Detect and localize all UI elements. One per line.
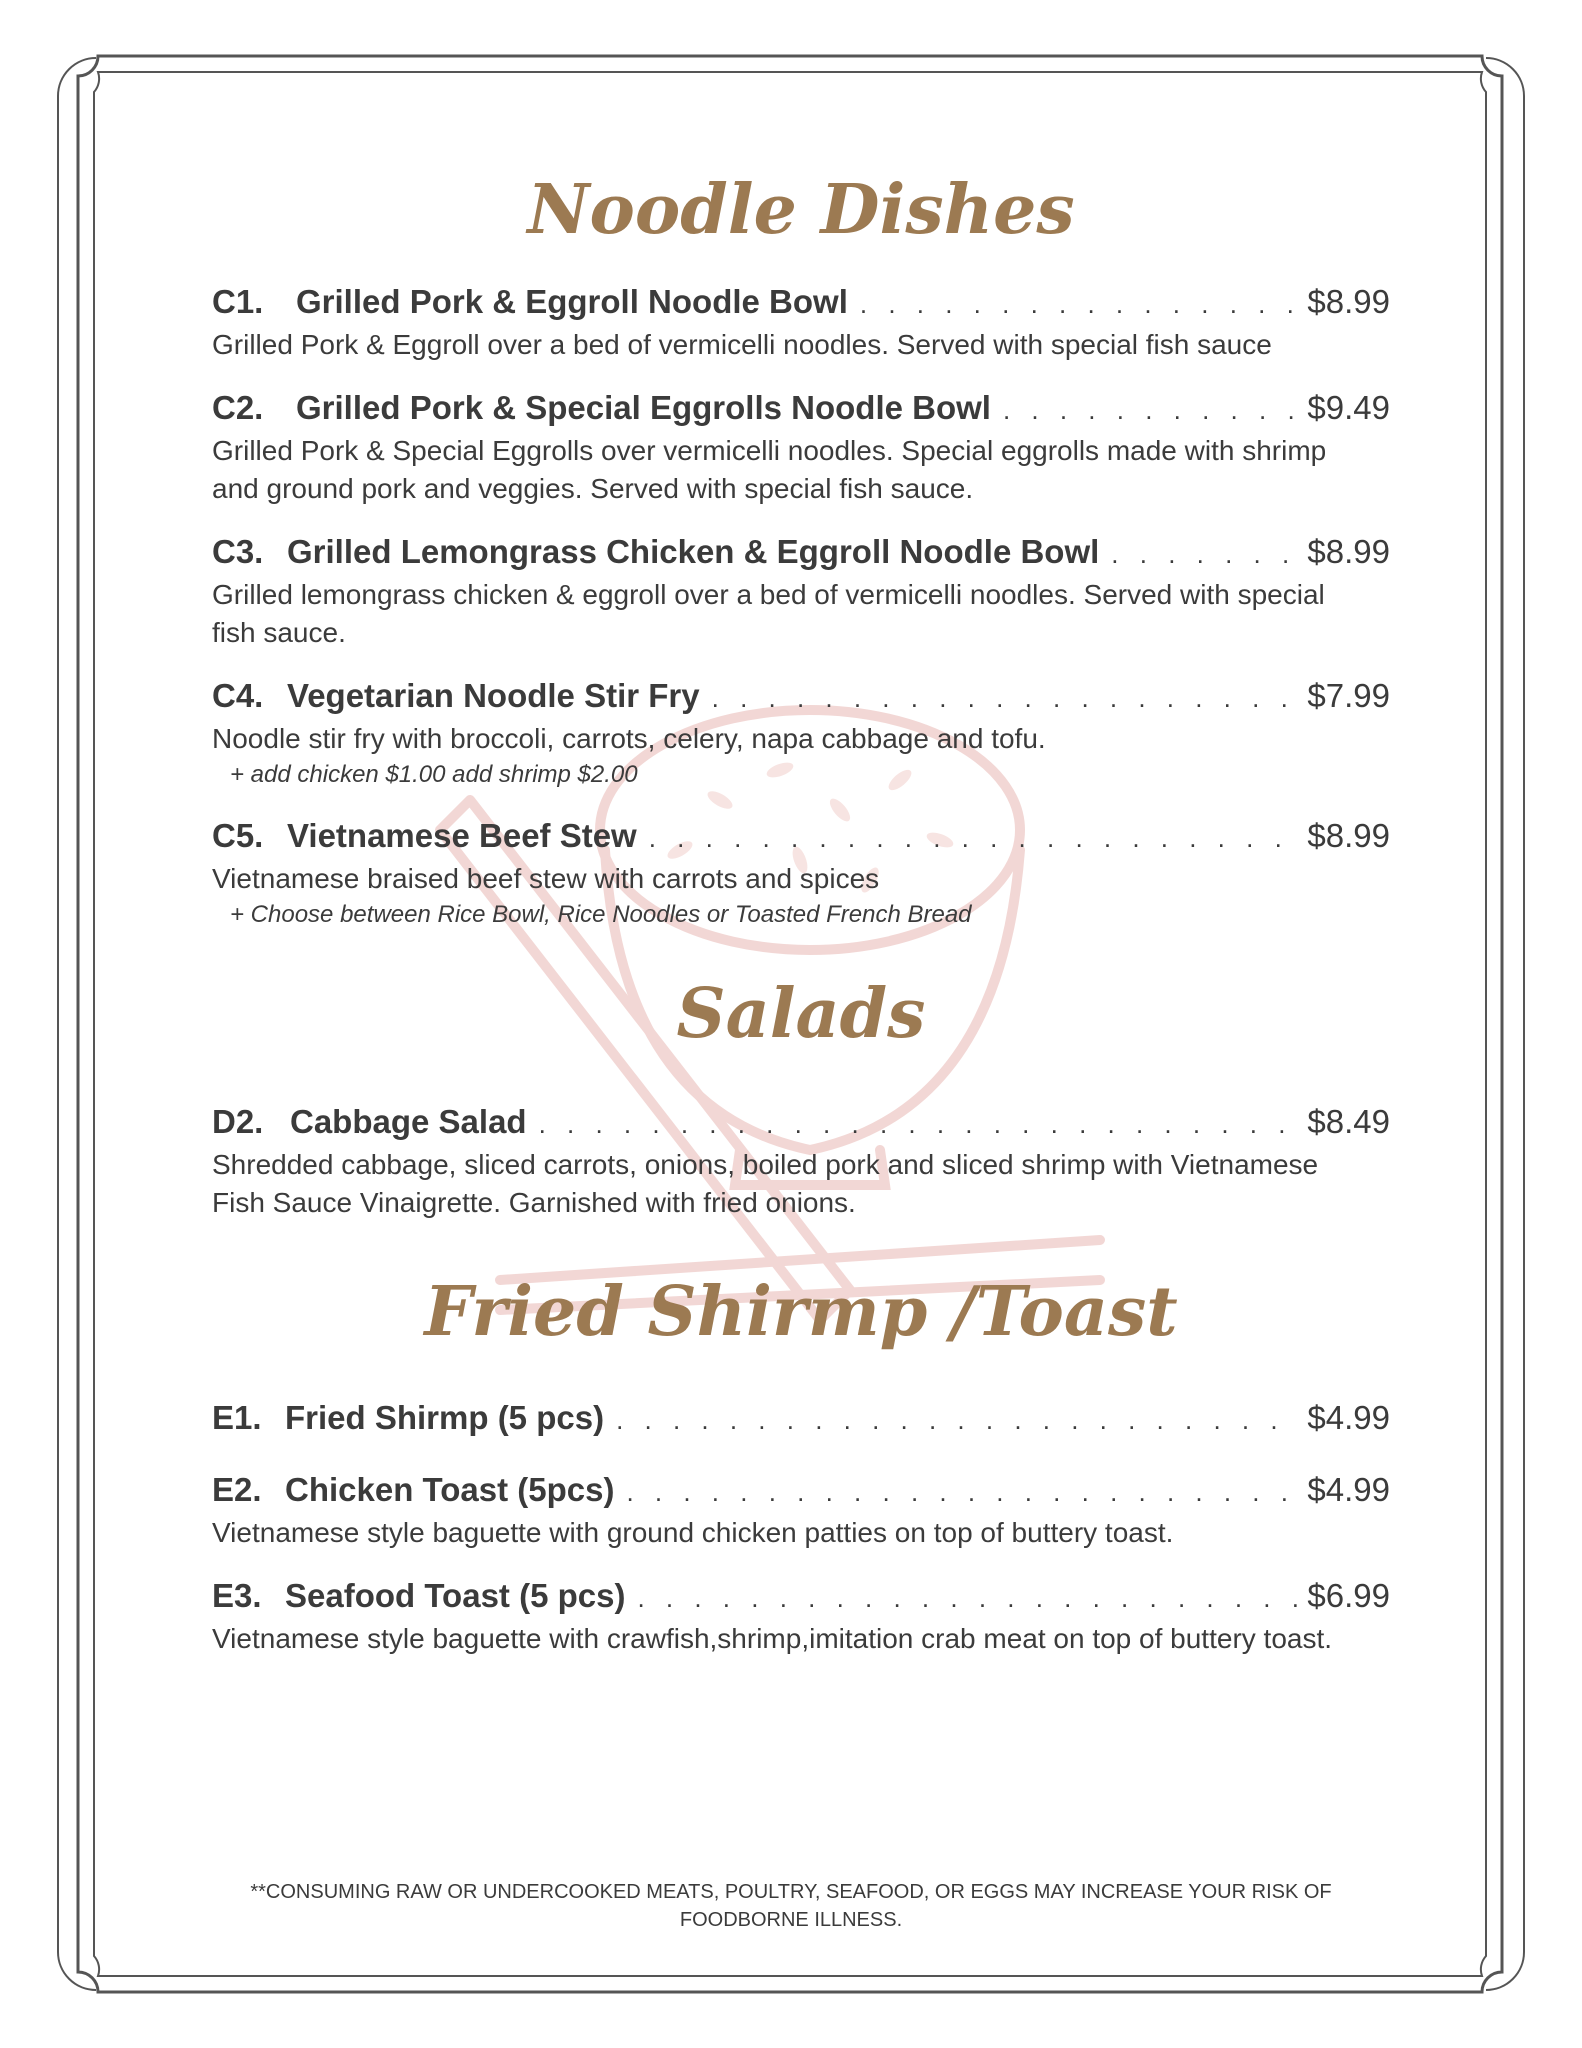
item-code: E3. bbox=[212, 1577, 262, 1614]
leader-dots bbox=[712, 676, 1302, 720]
leader-dots bbox=[649, 816, 1302, 860]
item-description: Vietnamese style baguette with crawfish,shrimp,imitation crab meat on top of buttery toast. bbox=[212, 1623, 1333, 1654]
item-name: Vietnamese Beef Stew bbox=[287, 817, 637, 854]
item-code: E2. bbox=[212, 1471, 262, 1508]
menu-item-c1 bbox=[212, 280, 1390, 364]
item-name: Vegetarian Noodle Stir Fry bbox=[287, 677, 700, 714]
item-add-on-note: + add chicken $1.00 add shrimp $2.00 bbox=[230, 761, 638, 788]
item-name: Grilled Pork & Special Eggrolls Noodle Bowl bbox=[296, 389, 991, 426]
menu-item-e2 bbox=[212, 1468, 1390, 1552]
item-price: $8.99 bbox=[1307, 533, 1390, 570]
item-description: Grilled Pork & Special Eggrolls over vermicelli noodles. Special eggrolls made with shrimp and ground pork and veggies. Served with special fish sauce. bbox=[212, 435, 1327, 504]
item-name: Chicken Toast (5pcs) bbox=[285, 1471, 615, 1508]
item-add-on-note: + Choose between Rice Bowl, Rice Noodles or Toasted French Bread bbox=[230, 901, 972, 928]
item-description: Shredded cabbage, sliced carrots, onions, boiled pork and sliced shrimp with Vietnamese Fish Sauce Vinaigrette. Garnished with fried onions. bbox=[212, 1149, 1319, 1218]
item-description: Vietnamese braised beef stew with carrots and spices bbox=[212, 863, 880, 894]
item-price: $9.49 bbox=[1307, 389, 1390, 426]
leader-dots bbox=[1111, 532, 1301, 576]
item-name: Grilled Lemongrass Chicken & Eggroll Noodle Bowl bbox=[287, 533, 1100, 570]
item-price: $8.49 bbox=[1307, 1103, 1390, 1140]
leader-dots bbox=[616, 1398, 1301, 1442]
item-description: Noodle stir fry with broccoli, carrots, celery, napa cabbage and tofu. bbox=[212, 723, 1046, 754]
food-safety-disclaimer: **CONSUMING RAW OR UNDERCOOKED MEATS, POULTRY, SEAFOOD, OR EGGS MAY INCREASE YOUR RISK OF FOODBORNE ILLNESS. bbox=[250, 1881, 1332, 1931]
section-title-fried-shrimp-toast: Fried Shirmp /Toast bbox=[424, 1272, 1178, 1352]
menu-item-e3 bbox=[212, 1574, 1390, 1658]
item-price: $4.99 bbox=[1307, 1399, 1390, 1436]
menu-item-c4 bbox=[212, 674, 1390, 792]
item-description: Vietnamese style baguette with ground chicken patties on top of buttery toast. bbox=[212, 1517, 1174, 1548]
item-code: C1. bbox=[212, 283, 264, 320]
item-price: $8.99 bbox=[1307, 283, 1390, 320]
item-name: Cabbage Salad bbox=[290, 1103, 527, 1140]
item-code: D2. bbox=[212, 1103, 264, 1140]
leader-dots bbox=[637, 1576, 1301, 1620]
menu-content bbox=[212, 170, 1390, 1680]
item-name: Grilled Pork & Eggroll Noodle Bowl bbox=[296, 283, 848, 320]
menu-item-c5 bbox=[212, 814, 1390, 932]
item-price: $8.99 bbox=[1307, 817, 1390, 854]
menu-item-d2 bbox=[212, 1100, 1390, 1222]
menu-item-c3 bbox=[212, 530, 1390, 652]
item-description: Grilled Pork & Eggroll over a bed of vermicelli noodles. Served with special fish sauce bbox=[212, 329, 1272, 360]
item-name: Seafood Toast (5 pcs) bbox=[285, 1577, 626, 1614]
item-price: $7.99 bbox=[1307, 677, 1390, 714]
item-code: C5. bbox=[212, 817, 264, 854]
item-code: C3. bbox=[212, 533, 264, 570]
item-price: $4.99 bbox=[1307, 1471, 1390, 1508]
leader-dots bbox=[1003, 388, 1301, 432]
item-code: E1. bbox=[212, 1399, 262, 1436]
item-name: Fried Shirmp (5 pcs) bbox=[285, 1399, 605, 1436]
menu-item-e1 bbox=[212, 1396, 1390, 1442]
section-title-salads: Salads bbox=[676, 974, 926, 1054]
leader-dots bbox=[539, 1102, 1302, 1146]
section-title-noodle-dishes: Noodle Dishes bbox=[527, 170, 1075, 250]
leader-dots bbox=[626, 1470, 1301, 1514]
item-description: Grilled lemongrass chicken & eggroll over a bed of vermicelli noodles. Served with special fish sauce. bbox=[212, 579, 1325, 648]
menu-item-c2 bbox=[212, 386, 1390, 508]
item-code: C2. bbox=[212, 389, 264, 426]
item-price: $6.99 bbox=[1307, 1577, 1390, 1614]
leader-dots bbox=[860, 282, 1302, 326]
item-code: C4. bbox=[212, 677, 264, 714]
